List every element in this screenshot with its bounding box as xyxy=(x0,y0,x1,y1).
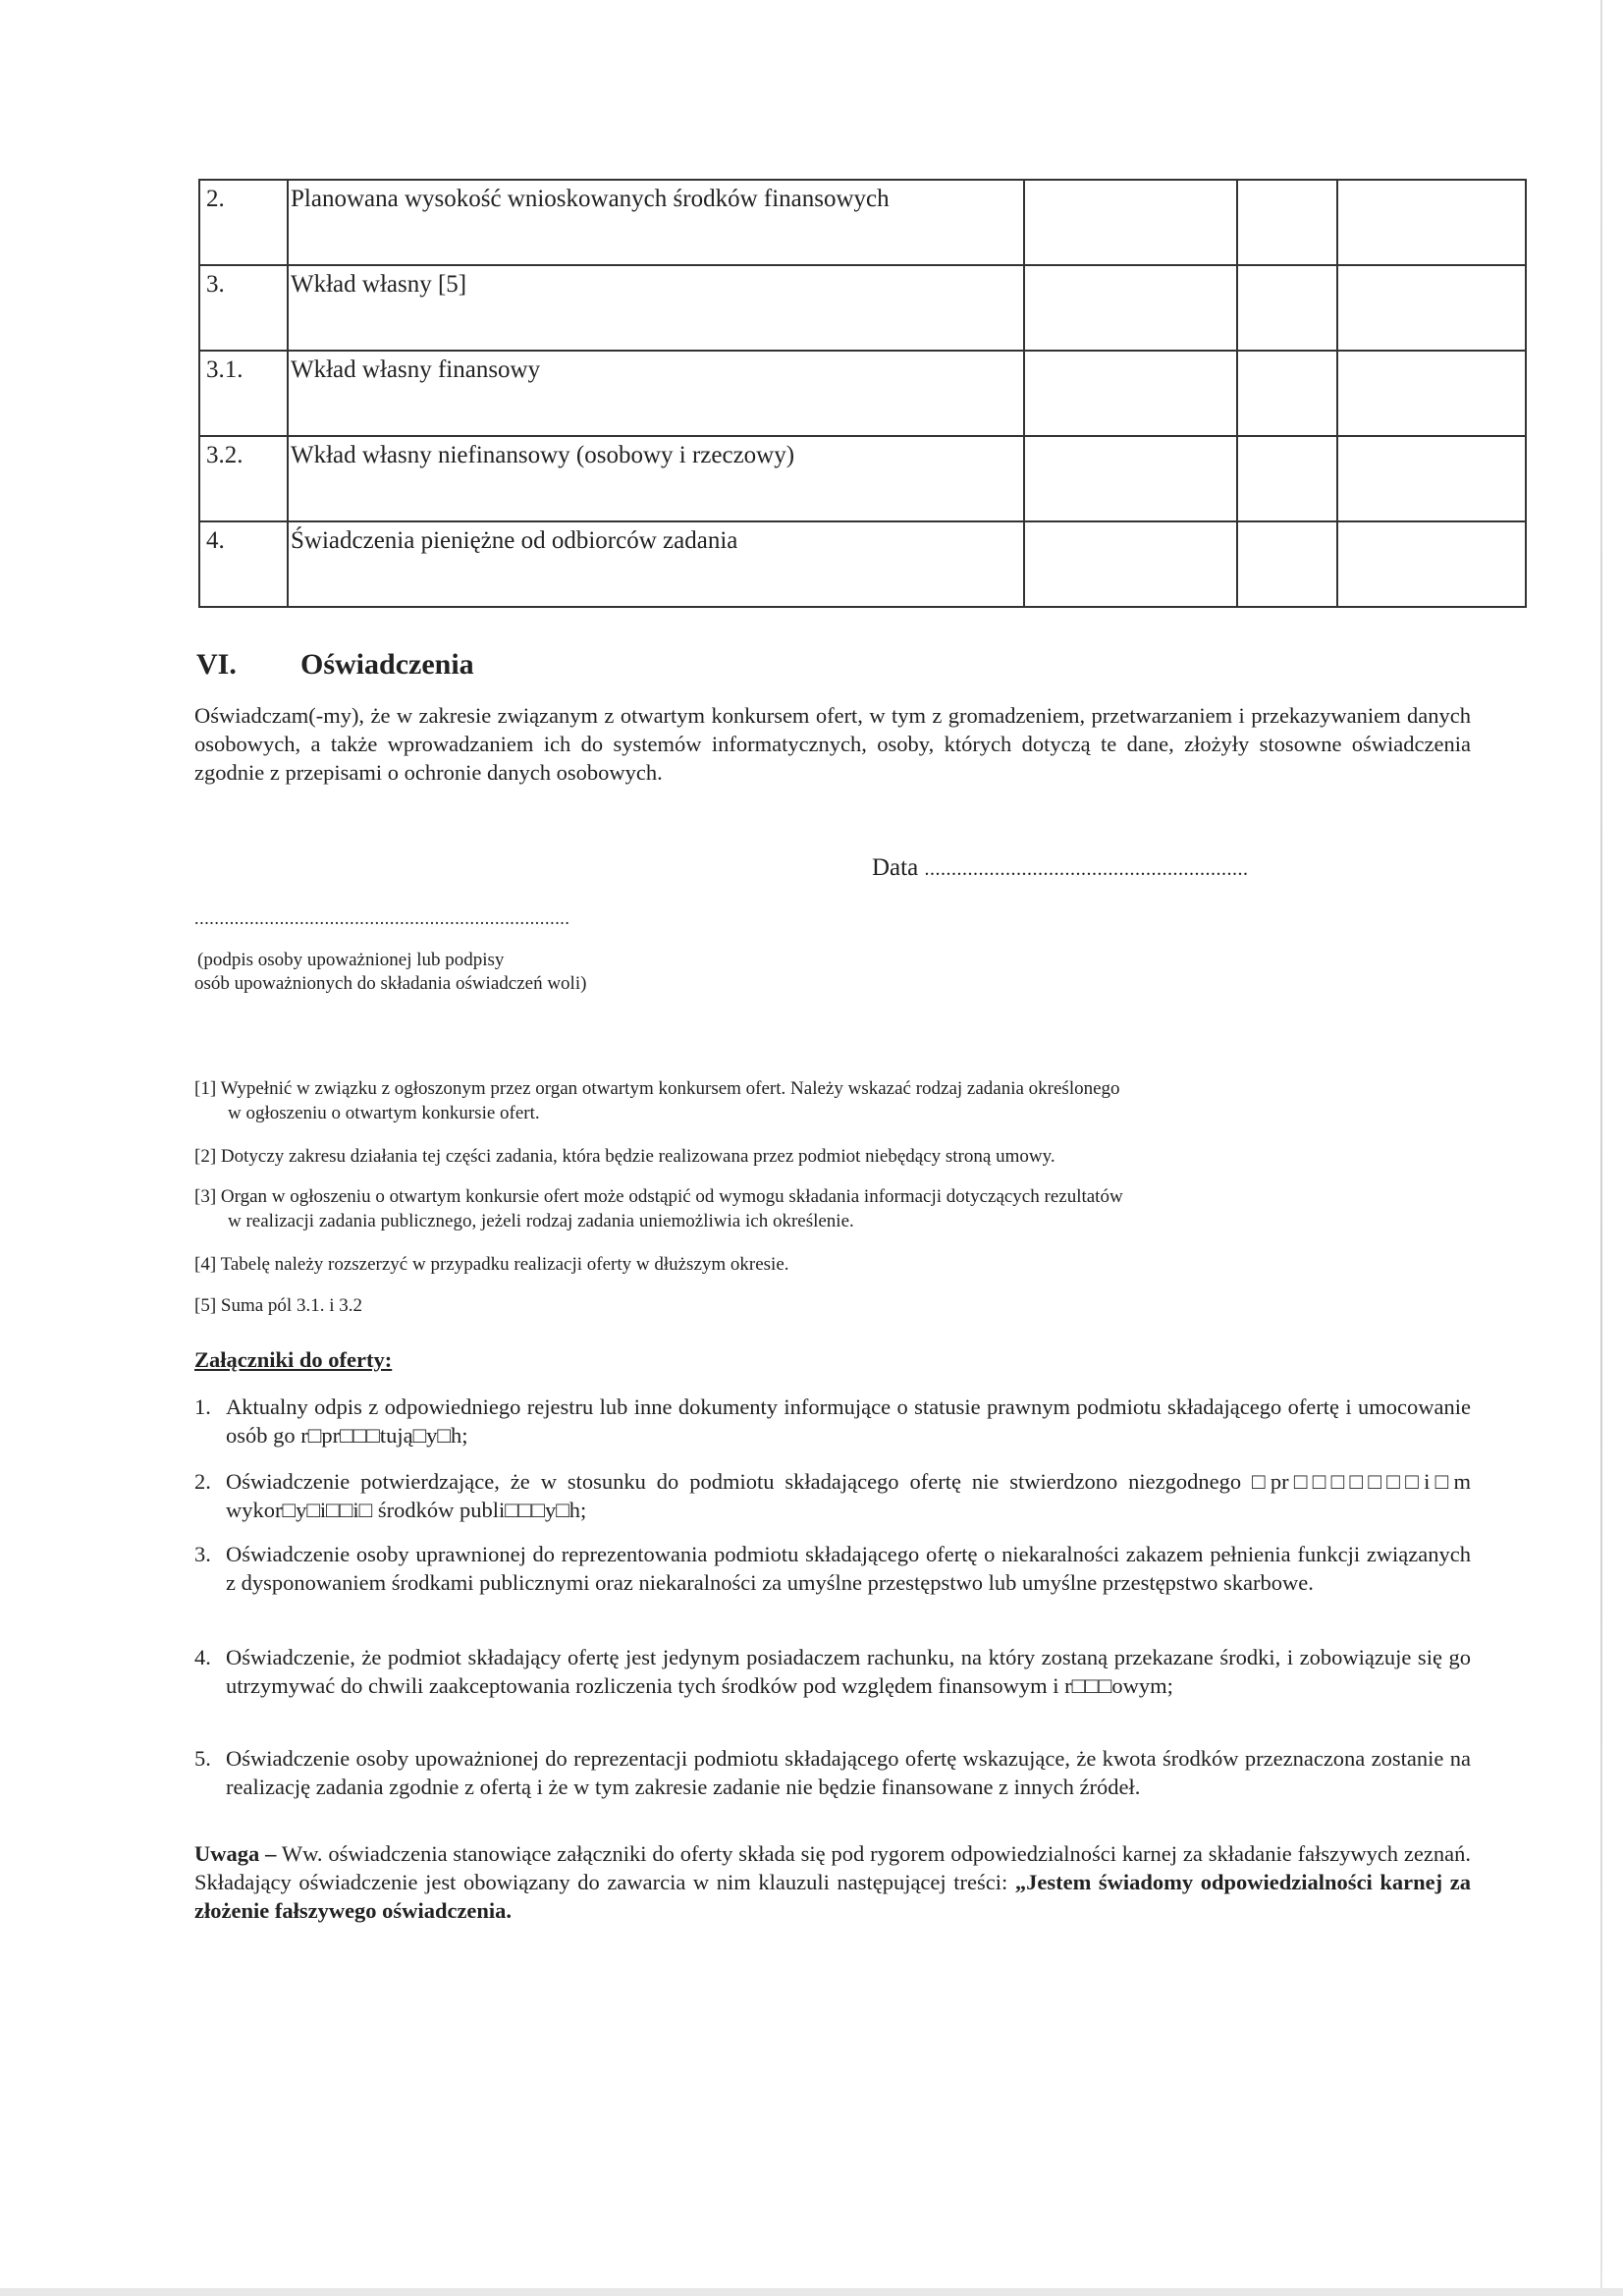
footnote-text: Tabelę należy rozszerzyć w przypadku realizacji oferty w dłuższym okresie. xyxy=(220,1254,789,1275)
table-cell xyxy=(1024,436,1237,521)
table-cell xyxy=(1337,265,1526,351)
footnote xyxy=(194,1184,1471,1233)
footnote xyxy=(194,1144,1471,1169)
note-text: Ww. oświadczenia stanowiące załączniki do oferty składa się pod rygorem odpowiedzialności karnej za składanie fałszywych zeznań. Składający oświadczenie jest obowiązany do zawarcia w nim klauzuli następującej treści: xyxy=(194,1841,1471,1894)
date-label: Data xyxy=(872,854,919,881)
list-number: 5. xyxy=(194,1746,211,1771)
table-cell xyxy=(1237,436,1337,521)
note-clause: „Jestem świadomy odpowiedzialności karnej za złożenie fałszywego oświadczenia. xyxy=(194,1870,1471,1923)
table-cell xyxy=(1337,521,1526,607)
section-heading xyxy=(196,648,474,682)
row-label: Wkład własny finansowy xyxy=(288,351,1024,436)
footnote-ref: [3] xyxy=(194,1186,217,1207)
list-item xyxy=(194,1643,1471,1700)
section-title: Oświadczenia xyxy=(300,648,474,681)
table-cell xyxy=(1024,180,1237,265)
list-number: 4. xyxy=(194,1645,211,1669)
date-field xyxy=(872,854,1248,882)
section-number: VI. xyxy=(196,648,237,681)
row-number: 3.2. xyxy=(199,436,288,521)
list-item xyxy=(194,1744,1471,1801)
table-cell xyxy=(1237,180,1337,265)
row-label: Planowana wysokość wnioskowanych środków finansowych xyxy=(288,180,1024,265)
list-text: Oświadczenie osoby uprawnionej do reprezentowania podmiotu składającego ofertę o niekaralności zakazem pełnienia funkcji związanych z dysponowaniem środkami publicznymi oraz niekaralności za umyślne przestępstwo lub umyślne przestępstwo skarbowe. xyxy=(226,1542,1471,1595)
table-cell xyxy=(1337,436,1526,521)
list-number: 3. xyxy=(194,1542,211,1566)
list-text: Oświadczenie potwierdzające, że w stosunku do podmiotu składającego ofertę nie stwierdzono niezgodnego □pr□□□□□□□i□m wykor□y□i□□i□ środków publi□□□y□h; xyxy=(226,1469,1471,1522)
warning-note xyxy=(194,1839,1471,1925)
footnote xyxy=(194,1252,1471,1277)
footnote-text: Dotyczy zakresu działania tej części zadania, która będzie realizowana przez podmiot niebędący stroną umowy. xyxy=(220,1146,1055,1167)
footnote-text: Suma pól 3.1. i 3.2 xyxy=(220,1295,362,1316)
table-cell xyxy=(1024,351,1237,436)
date-dots: ............................................................ xyxy=(924,858,1249,880)
table-cell xyxy=(1237,521,1337,607)
row-label: Wkład własny niefinansowy (osobowy i rzeczowy) xyxy=(288,436,1024,521)
scan-edge xyxy=(1600,0,1602,2296)
table-cell xyxy=(1237,265,1337,351)
footnote-ref: [5] xyxy=(194,1295,217,1316)
table-cell xyxy=(1337,351,1526,436)
signature-caption xyxy=(194,949,586,996)
row-label: Wkład własny [5] xyxy=(288,265,1024,351)
row-number: 3.1. xyxy=(199,351,288,436)
table-row xyxy=(199,180,1526,265)
table-row xyxy=(199,265,1526,351)
footnote-text: Wypełnić w związku z ogłoszonym przez organ otwartym konkursem ofert. Należy wskazać rodzaj zadania określonego xyxy=(220,1078,1120,1099)
attachments-title: Załączniki do oferty: xyxy=(194,1347,393,1372)
footnote-continuation: w realizacji zadania publicznego, jeżeli rodzaj zadania uniemożliwia ich określenie. xyxy=(228,1211,854,1231)
list-item xyxy=(194,1540,1471,1597)
table-row xyxy=(199,351,1526,436)
footnote-text: Organ w ogłoszeniu o otwartym konkursie ofert może odstąpić od wymogu składania informacji dotyczących rezultatów xyxy=(220,1186,1123,1207)
footnote-ref: [1] xyxy=(194,1078,217,1099)
scan-edge xyxy=(0,2288,1623,2296)
footnote xyxy=(194,1076,1471,1125)
list-item xyxy=(194,1467,1471,1524)
list-text: Oświadczenie osoby upoważnionej do reprezentacji podmiotu składającego ofertę wskazujące, że kwota środków przeznaczona zostanie na realizację zadania zgodnie z ofertą i że w tym zakresie zadanie nie będzie finansowane z innych źródeł. xyxy=(226,1746,1471,1799)
row-number: 3. xyxy=(199,265,288,351)
list-item xyxy=(194,1393,1471,1449)
row-number: 2. xyxy=(199,180,288,265)
list-text: Aktualny odpis z odpowiedniego rejestru lub inne dokumenty informujące o statusie prawnym podmiotu składającego ofertę i umocowanie osób go r□pr□□□tują□y□h; xyxy=(226,1394,1471,1448)
row-label: Świadczenia pieniężne od odbiorców zadania xyxy=(288,521,1024,607)
financial-table xyxy=(198,179,1527,608)
list-text: Oświadczenie, że podmiot składający ofertę jest jedynym posiadaczem rachunku, na który zostaną przekazane środki, i zobowiązuje się go utrzymywać do chwili zaakceptowania rozliczenia tych środków pod względem finansowym i r□□□owym; xyxy=(226,1645,1471,1698)
note-lead: Uwaga – xyxy=(194,1841,277,1866)
signature-caption-line: (podpis osoby upoważnionej lub podpisy xyxy=(197,950,505,970)
footnote-ref: [2] xyxy=(194,1146,217,1167)
signature-line: ........................................................................... xyxy=(194,908,570,928)
footnote-continuation: w ogłoszeniu o otwartym konkursie ofert. xyxy=(228,1103,540,1123)
footnote-ref: [4] xyxy=(194,1254,217,1275)
table-cell xyxy=(1024,521,1237,607)
table-cell xyxy=(1024,265,1237,351)
row-number: 4. xyxy=(199,521,288,607)
table-row xyxy=(199,436,1526,521)
footnote xyxy=(194,1293,1471,1318)
signature-caption-line: osób upoważnionych do składania oświadczeń woli) xyxy=(194,973,587,994)
declaration-text: Oświadczam(-my), że w zakresie związanym z otwartym konkursem ofert, w tym z gromadzeniem, przetwarzaniem i przekazywaniem danych osobowych, a także wprowadzaniem ich do systemów informatycznych, osoby, których dotyczą te dane, złożyły stosowne oświadczenia zgodnie z przepisami o ochronie danych osobowych. xyxy=(194,703,1471,785)
table-row xyxy=(199,521,1526,607)
list-number: 2. xyxy=(194,1469,211,1494)
list-number: 1. xyxy=(194,1394,211,1419)
table-cell xyxy=(1337,180,1526,265)
table-cell xyxy=(1237,351,1337,436)
